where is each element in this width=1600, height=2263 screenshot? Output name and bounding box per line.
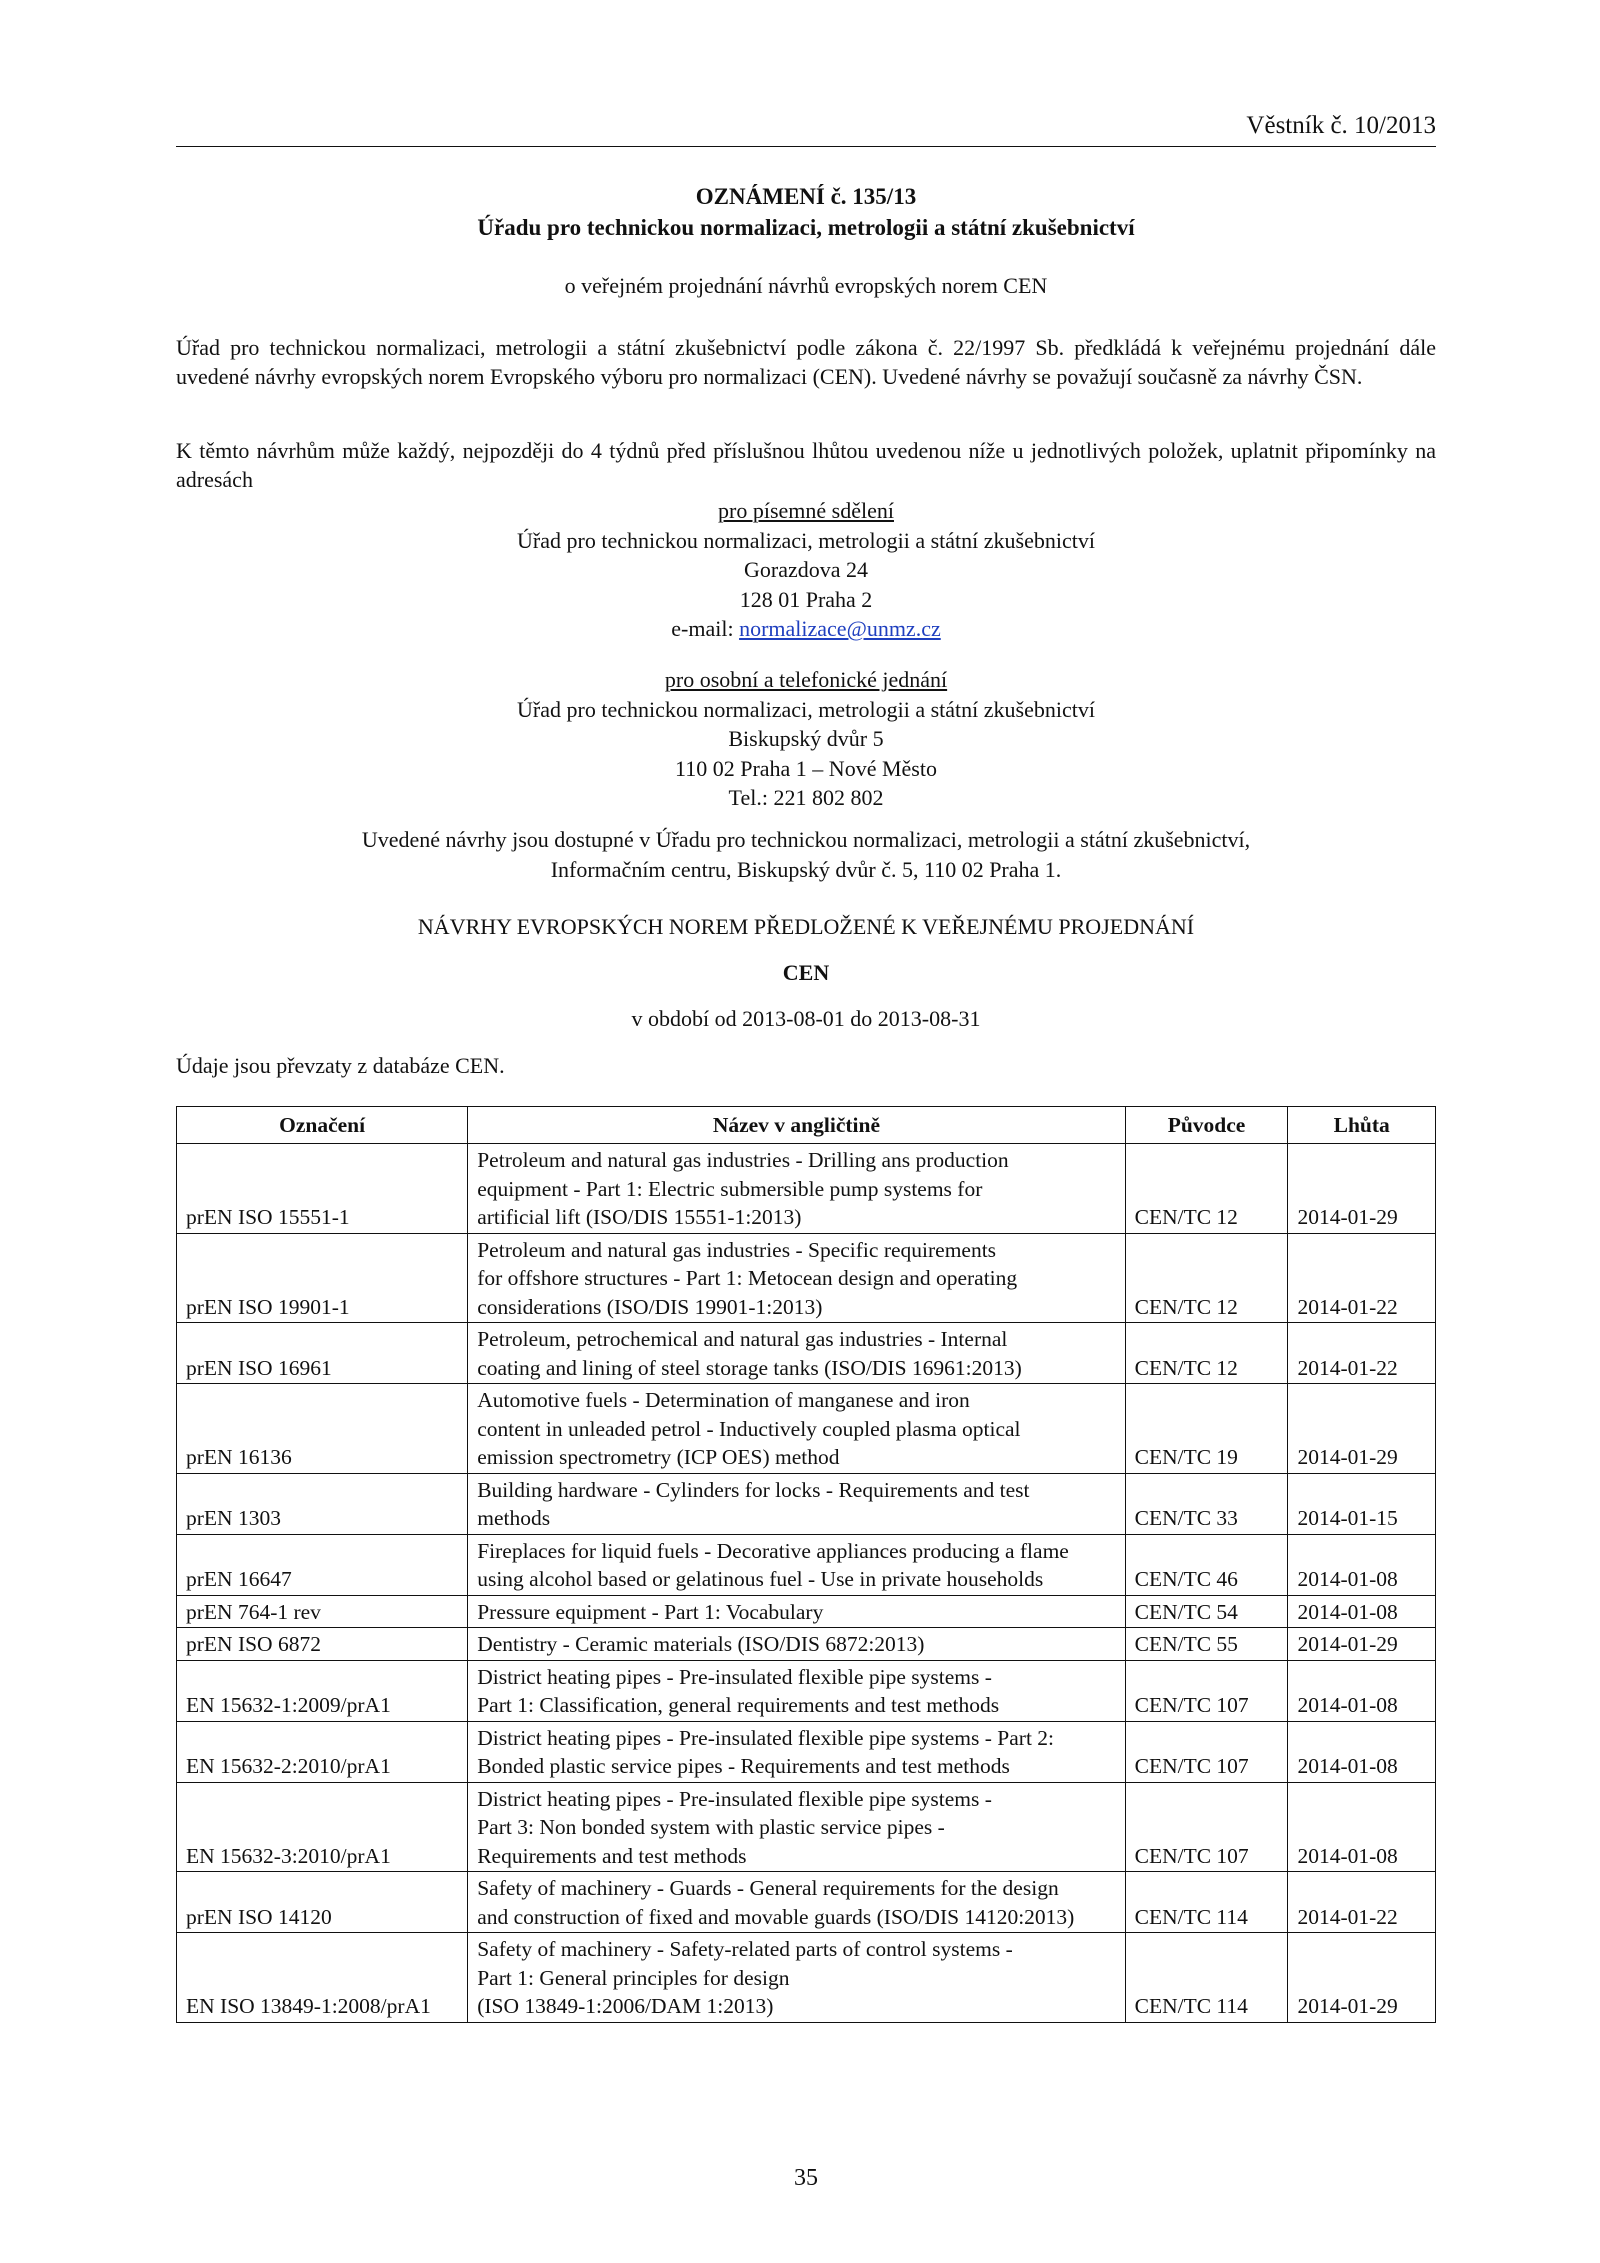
cell-deadline: 2014-01-08 bbox=[1288, 1595, 1436, 1628]
cell-name-line: Dentistry - Ceramic materials (ISO/DIS 6872:2013) bbox=[477, 1632, 925, 1656]
cell-name-line: Building hardware - Cylinders for locks - Requirements and test bbox=[477, 1477, 1030, 1502]
cell-name bbox=[468, 1323, 1125, 1384]
personal-contact-phone: Tel.: 221 802 802 bbox=[728, 785, 884, 810]
cell-name-line: methods bbox=[477, 1506, 551, 1530]
header-originator: Původce bbox=[1125, 1107, 1288, 1144]
cell-name-line: emission spectrometry (ICP OES) method bbox=[477, 1445, 840, 1469]
table-row bbox=[177, 1144, 1436, 1234]
personal-contact-block bbox=[176, 665, 1436, 813]
notice-title: OZNÁMENÍ č. 135/13 bbox=[695, 184, 917, 209]
table-row bbox=[177, 1323, 1436, 1384]
cell-name-line: (ISO 13849-1:2006/DAM 1:2013) bbox=[477, 1994, 774, 2018]
cell-deadline: 2014-01-22 bbox=[1288, 1872, 1436, 1933]
header-deadline: Lhůta bbox=[1288, 1107, 1436, 1144]
cell-code: prEN 764-1 rev bbox=[177, 1595, 468, 1628]
cell-name-line: District heating pipes - Pre-insulated flexible pipe systems - bbox=[477, 1664, 992, 1689]
table-body bbox=[177, 1144, 1436, 2023]
source-note: Údaje jsou převzaty z databáze CEN. bbox=[176, 1053, 505, 1078]
cell-deadline: 2014-01-22 bbox=[1288, 1323, 1436, 1384]
cell-name-line: Pressure equipment - Part 1: Vocabulary bbox=[477, 1599, 824, 1624]
header-rule bbox=[176, 146, 1436, 147]
cell-code: prEN ISO 14120 bbox=[177, 1872, 468, 1933]
cell-name-line: considerations (ISO/DIS 19901-1:2013) bbox=[477, 1294, 823, 1319]
cell-name-line: for offshore structures - Part 1: Metocean design and operating bbox=[477, 1266, 1018, 1290]
cell-name-line: artificial lift (ISO/DIS 15551-1:2013) bbox=[477, 1205, 802, 1229]
cell-code: prEN ISO 19901-1 bbox=[177, 1233, 468, 1323]
page-number: 35 bbox=[794, 2165, 818, 2191]
cell-name-line: Petroleum and natural gas industries - Drilling ans production bbox=[477, 1148, 1009, 1172]
cell-name bbox=[468, 1473, 1125, 1534]
cell-code: EN 15632-1:2009/prA1 bbox=[177, 1660, 468, 1721]
personal-contact-city: 110 02 Praha 1 – Nové Město bbox=[675, 755, 937, 781]
written-contact-street: Gorazdova 24 bbox=[743, 557, 868, 582]
cell-name bbox=[468, 1660, 1125, 1721]
cell-name-line: District heating pipes - Pre-insulated flexible pipe systems - Part 2: bbox=[477, 1725, 1055, 1750]
table-row bbox=[177, 1660, 1436, 1721]
intro-paragraph: Úřad pro technickou normalizaci, metrologii a státní zkušebnictví podle zákona č. 22/1997 Sb. předkládá k veřejnému projednání dále uvedené návrhy evropských norem Evropského výboru pro normalizaci (CEN). Uvedené návrhy se považují současně za návrhy ČSN. bbox=[176, 335, 1436, 389]
cell-name-line: Part 1: Classification, general requirements and test methods bbox=[477, 1693, 1000, 1717]
cell-code: prEN ISO 16961 bbox=[177, 1323, 468, 1384]
cell-deadline: 2014-01-08 bbox=[1288, 1721, 1436, 1782]
email-link[interactable]: normalizace@unmz.cz bbox=[739, 616, 941, 641]
cell-name-line: Safety of machinery - Safety-related parts of control systems - bbox=[477, 1937, 1013, 1961]
cell-name-line: Requirements and test methods bbox=[477, 1843, 747, 1868]
cell-originator: CEN/TC 12 bbox=[1125, 1233, 1288, 1323]
written-contact-org: Úřad pro technickou normalizaci, metrologii a státní zkušebnictví bbox=[517, 527, 1095, 553]
cell-code: prEN ISO 6872 bbox=[177, 1628, 468, 1661]
cell-deadline: 2014-01-29 bbox=[1288, 1628, 1436, 1661]
table-row bbox=[177, 1473, 1436, 1534]
cell-originator: CEN/TC 12 bbox=[1125, 1323, 1288, 1384]
cell-originator: CEN/TC 107 bbox=[1125, 1721, 1288, 1782]
cell-name-line: and construction of fixed and movable guards (ISO/DIS 14120:2013) bbox=[477, 1904, 1075, 1929]
cell-name-line: Safety of machinery - Guards - General requirements for the design bbox=[477, 1876, 1059, 1900]
cell-originator: CEN/TC 54 bbox=[1125, 1595, 1288, 1628]
cell-code: EN 15632-2:2010/prA1 bbox=[177, 1721, 468, 1782]
cell-originator: CEN/TC 19 bbox=[1125, 1384, 1288, 1474]
cell-name-line: Automotive fuels - Determination of manganese and iron bbox=[477, 1388, 970, 1412]
cell-code: EN 15632-3:2010/prA1 bbox=[177, 1782, 468, 1872]
table-row bbox=[177, 1782, 1436, 1872]
section-org: CEN bbox=[782, 960, 830, 985]
table-row bbox=[177, 1872, 1436, 1933]
cell-originator: CEN/TC 107 bbox=[1125, 1782, 1288, 1872]
cell-name bbox=[468, 1782, 1125, 1872]
availability-line-2: Informačním centru, Biskupský dvůr č. 5, 110 02 Praha 1. bbox=[550, 857, 1062, 882]
cell-deadline: 2014-01-08 bbox=[1288, 1660, 1436, 1721]
written-contact-heading: pro písemné sdělení bbox=[718, 498, 894, 523]
availability-line-1: Uvedené návrhy jsou dostupné v Úřadu pro technickou normalizaci, metrologii a státní zkušebnictví, bbox=[361, 827, 1251, 852]
cell-name-line: using alcohol based or gelatinous fuel - Use in private households bbox=[477, 1567, 1044, 1591]
table-row bbox=[177, 1595, 1436, 1628]
cell-name-line: coating and lining of steel storage tanks (ISO/DIS 16961:2013) bbox=[477, 1355, 1022, 1380]
cell-name-line: Fireplaces for liquid fuels - Decorative appliances producing a flame bbox=[477, 1538, 1069, 1563]
cell-code: EN ISO 13849-1:2008/prA1 bbox=[177, 1933, 468, 2023]
personal-contact-org: Úřad pro technickou normalizaci, metrologii a státní zkušebnictví bbox=[517, 696, 1095, 722]
section-period: v období od 2013-08-01 do 2013-08-31 bbox=[631, 1006, 981, 1031]
cell-originator: CEN/TC 114 bbox=[1125, 1872, 1288, 1933]
personal-contact-street: Biskupský dvůr 5 bbox=[728, 726, 884, 751]
cell-code: prEN 1303 bbox=[177, 1473, 468, 1534]
cell-name-line: Part 1: General principles for design bbox=[477, 1965, 790, 1990]
section-title: NÁVRHY EVROPSKÝCH NOREM PŘEDLOŽENÉ K VEŘEJNÉMU PROJEDNÁNÍ bbox=[417, 914, 1195, 939]
header-name: Název v angličtině bbox=[468, 1107, 1125, 1144]
cell-name bbox=[468, 1384, 1125, 1474]
cell-deadline: 2014-01-15 bbox=[1288, 1473, 1436, 1534]
cell-originator: CEN/TC 107 bbox=[1125, 1660, 1288, 1721]
written-contact-email-line bbox=[176, 614, 1436, 644]
written-contact-block bbox=[176, 496, 1436, 644]
cell-name-line: equipment - Part 1: Electric submersible pump systems for bbox=[477, 1176, 983, 1201]
personal-contact-heading: pro osobní a telefonické jednání bbox=[664, 667, 948, 692]
cell-name-line: content in unleaded petrol - Inductively coupled plasma optical bbox=[477, 1416, 1021, 1441]
cell-name-line: Petroleum and natural gas industries - Specific requirements bbox=[477, 1237, 997, 1262]
header-code: Označení bbox=[177, 1107, 468, 1144]
table-row bbox=[177, 1534, 1436, 1595]
cell-deadline: 2014-01-29 bbox=[1288, 1144, 1436, 1234]
standards-table bbox=[176, 1106, 1436, 2023]
cell-deadline: 2014-01-29 bbox=[1288, 1933, 1436, 2023]
cell-originator: CEN/TC 46 bbox=[1125, 1534, 1288, 1595]
cell-deadline: 2014-01-29 bbox=[1288, 1384, 1436, 1474]
cell-code: prEN 16136 bbox=[177, 1384, 468, 1474]
cell-originator: CEN/TC 33 bbox=[1125, 1473, 1288, 1534]
cell-name bbox=[468, 1872, 1125, 1933]
table-row bbox=[177, 1628, 1436, 1661]
table-header-row bbox=[177, 1107, 1436, 1144]
cell-code: prEN ISO 15551-1 bbox=[177, 1144, 468, 1234]
cell-originator: CEN/TC 55 bbox=[1125, 1628, 1288, 1661]
table-row bbox=[177, 1721, 1436, 1782]
notice-office: Úřadu pro technickou normalizaci, metrologii a státní zkušebnictví bbox=[477, 215, 1135, 240]
table-row bbox=[177, 1233, 1436, 1323]
cell-name bbox=[468, 1595, 1125, 1628]
availability-note bbox=[176, 825, 1436, 885]
bulletin-header: Věstník č. 10/2013 bbox=[1246, 112, 1436, 139]
cell-code: prEN 16647 bbox=[177, 1534, 468, 1595]
cell-deadline: 2014-01-08 bbox=[1288, 1534, 1436, 1595]
cell-name bbox=[468, 1933, 1125, 2023]
table-row bbox=[177, 1384, 1436, 1474]
comments-paragraph: K těmto návrhům může každý, nejpozději do 4 týdnů před příslušnou lhůtou uvedenou níže u jednotlivých položek, uplatnit připomínky na adresách bbox=[176, 438, 1436, 492]
cell-name bbox=[468, 1233, 1125, 1323]
written-contact-city: 128 01 Praha 2 bbox=[739, 586, 873, 612]
cell-name bbox=[468, 1721, 1125, 1782]
cell-originator: CEN/TC 114 bbox=[1125, 1933, 1288, 2023]
cell-deadline: 2014-01-22 bbox=[1288, 1233, 1436, 1323]
notice-subject: o veřejném projednání návrhů evropských norem CEN bbox=[564, 273, 1048, 298]
cell-originator: CEN/TC 12 bbox=[1125, 1144, 1288, 1234]
cell-name bbox=[468, 1534, 1125, 1595]
cell-name-line: Part 3: Non bonded system with plastic service pipes - bbox=[477, 1815, 945, 1839]
cell-name-line: Bonded plastic service pipes - Requirements and test methods bbox=[477, 1754, 1010, 1778]
cell-name-line: Petroleum, petrochemical and natural gas industries - Internal bbox=[477, 1327, 1008, 1351]
table-row bbox=[177, 1933, 1436, 2023]
cell-deadline: 2014-01-08 bbox=[1288, 1782, 1436, 1872]
cell-name bbox=[468, 1144, 1125, 1234]
email-label: e-mail: bbox=[671, 616, 740, 641]
cell-name bbox=[468, 1628, 1125, 1661]
cell-name-line: District heating pipes - Pre-insulated flexible pipe systems - bbox=[477, 1786, 992, 1811]
